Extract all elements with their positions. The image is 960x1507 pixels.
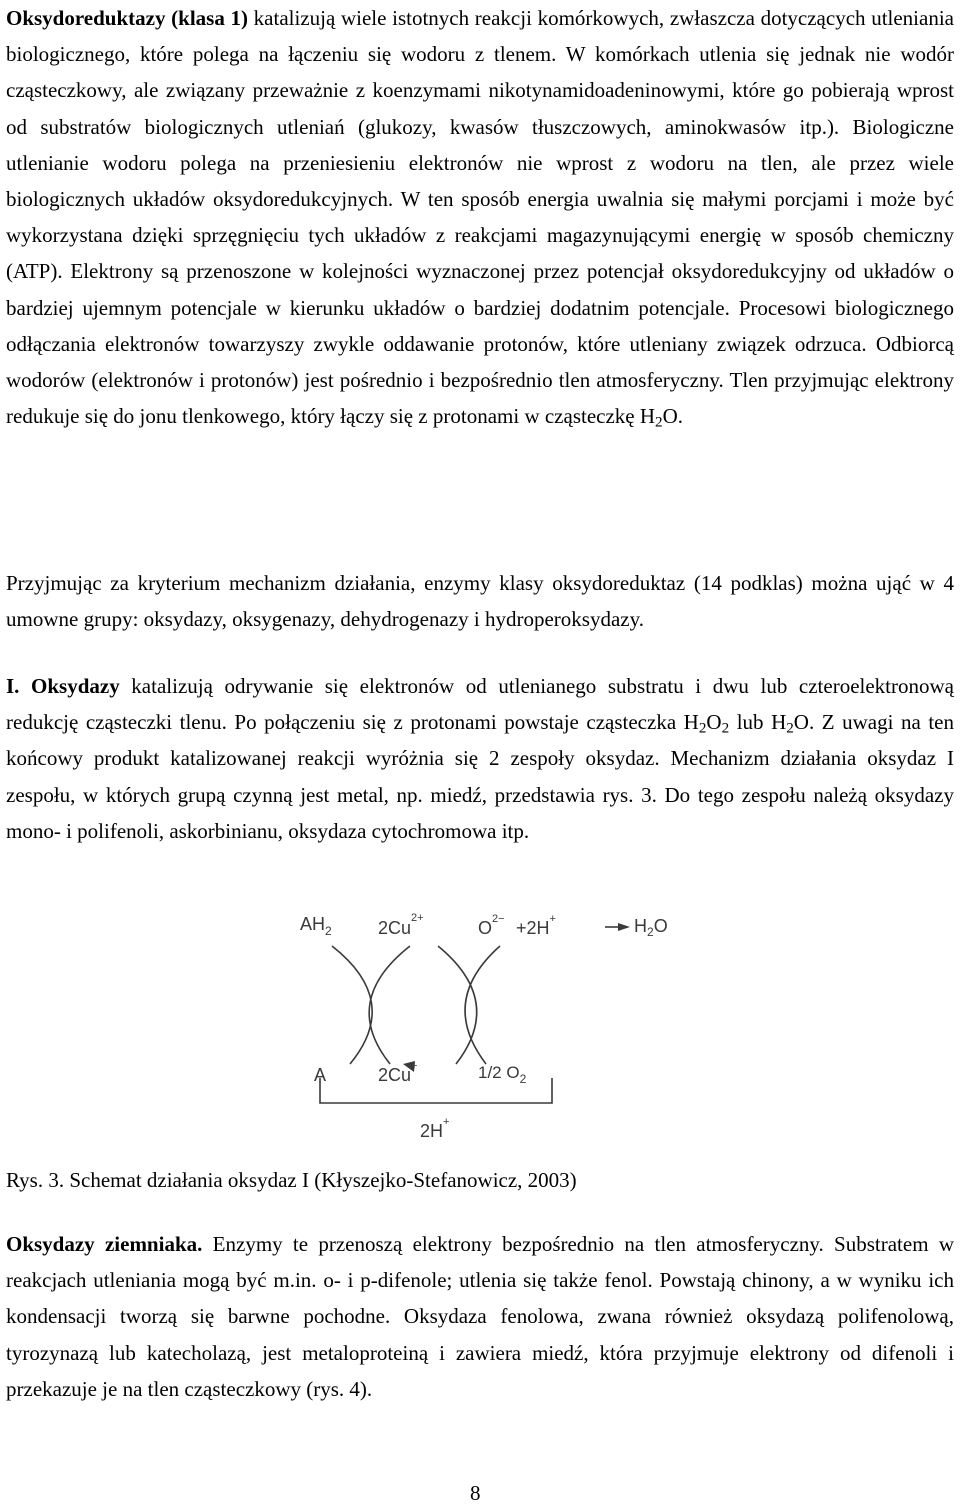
- arc-copper-right-curve: [438, 946, 477, 1064]
- label-a: A: [314, 1065, 327, 1085]
- paragraph-text: Enzymy te przenoszą elektrony bezpośrednio na tlen atmosferyczny. Substratem w reakcjach utleniania mogą być m.in. o- i p-difenole; utlenia się także fenol. Powstają chinony, a w wyniku ich kondensacji tworzą się barwne pochodne. Oksydaza fenolowa, zwana również oksydazą polifenolową, tyrozynazą lub katecholazą, jest metaloproteiną i zawiera miedź, która przyjmuje elektrony od difenoli i przekazuje je na tlen cząsteczkowy (rys. 4).: [6, 1232, 954, 1401]
- paragraph-text: O.: [662, 404, 684, 429]
- paragraph-classification: [6, 565, 954, 637]
- arc-oxygen-curve: [465, 946, 500, 1064]
- label-2h-plus-bottom: 2H+: [420, 1116, 450, 1141]
- term-oxidoreductases: Oksydoreduktazy (klasa 1): [6, 6, 248, 30]
- label-h2o: $H_2O$: [634, 916, 668, 939]
- paragraph-oxidoreductases: [6, 0, 954, 434]
- paragraph-potato-oxidases: [6, 1226, 954, 1407]
- label-o2minus: $O^{2-}$: [478, 913, 505, 938]
- figure-caption: Rys. 3. Schemat działania oksydaz I (Kłyszejko-Stefanowicz, 2003): [6, 1168, 577, 1192]
- label-cu2plus: $2Cu^{2+}$: [378, 912, 424, 938]
- paragraph-text: katalizują odrywanie się elektronów od utlenianego substratu i dwu lub czteroelektronową redukcję cząsteczki tlenu. Po połączeniu się z protonami powstaje cząsteczka H: [6, 674, 954, 735]
- term-oxidases: I. Oksydazy: [6, 674, 120, 698]
- paragraph-text: Przyjmując za kryterium mechanizm działania, enzymy klasy oksydoreduktaz (14 podklas) można ująć w 4 umowne grupy: oksydazy, oksygenazy, dehydrogenazy i hydroperoksydazy.: [6, 571, 954, 632]
- paragraph-text: O. Z uwagi na ten końcowy produkt katalizowanej reakcji wyróżnia się 2 zespoły oksydaz. Mechanizm działania oksydaz I zespołu, w których grupą czynną jest metal, np. miedź, przedstawia rys. 3. Do tego zespołu należą oksydazy mono- i polifenoli, askorbinianu, oksydaza cytochromowa itp.: [6, 710, 954, 843]
- reaction-arrow-head: [618, 923, 630, 931]
- subscript: 2: [786, 720, 794, 737]
- subscript: 2: [655, 414, 663, 431]
- paragraph-oxidases: [6, 668, 954, 849]
- term-potato-oxidases: Oksydazy ziemniaka.: [6, 1232, 203, 1256]
- paragraph-text: O: [706, 710, 722, 735]
- paragraph-text: lub H: [729, 710, 787, 735]
- page-number: 8: [470, 1481, 481, 1505]
- oxidase-mechanism-figure: [290, 906, 690, 1146]
- subscript: 2: [721, 720, 730, 737]
- label-half-o2: 1/2 $O_2$: [478, 1063, 527, 1086]
- paragraph-text: katalizują wiele istotnych reakcji komórkowych, zwłaszcza dotyczących utleniania biologicznego, które polega na łączeniu się wodoru z tlenem. W komórkach utlenia się jednak nie wodór cząsteczkowy, ale związany przeważnie z koenzymami nikotynamidoadeninowymi, które go pobierają wprost od substratów biologicznych utleniań (glukozy, kwasów tłuszczowych, aminokwasów itp.). Biologiczne utlenianie wodoru polega na przeniesieniu elektronów nie wprost z wodoru na tlen, ale przez wiele biologicznych układów oksydoredukcyjnych. W ten sposób energia uwalnia się małymi porcjami i może być wykorzystana dzięki sprzęgnięciu tych układów z reakcjami magazynującymi energię w sposób chemiczny (ATP). Elektrony są przenoszone w kolejności wyznaczonej przez potencjał oksydoredukcyjny od układów o bardziej ujemnym potencjale w kierunku układów o bardziej dodatnim potencjale. Procesowi biologicznego odłączania elektronów towarzyszy zwykle oddawanie protonów, które utleniany związek odrzuca. Odbiorcą wodorów (elektronów i protonów) jest pośrednio i bezpośrednio tlen atmosferyczny. Tlen przyjmując elektrony redukuje się do jonu tlenkowego, który łączy się z protonami w cząsteczkę H: [6, 6, 954, 429]
- label-cu-plus: 2Cu+: [378, 1060, 418, 1085]
- label-ah2: $AH_2$: [300, 914, 332, 938]
- subscript: 2: [698, 720, 707, 737]
- arc-copper-left-curve: [369, 946, 410, 1064]
- label-2h-plus: +2H+: [516, 913, 556, 938]
- arc-substrate-curve: [332, 946, 372, 1064]
